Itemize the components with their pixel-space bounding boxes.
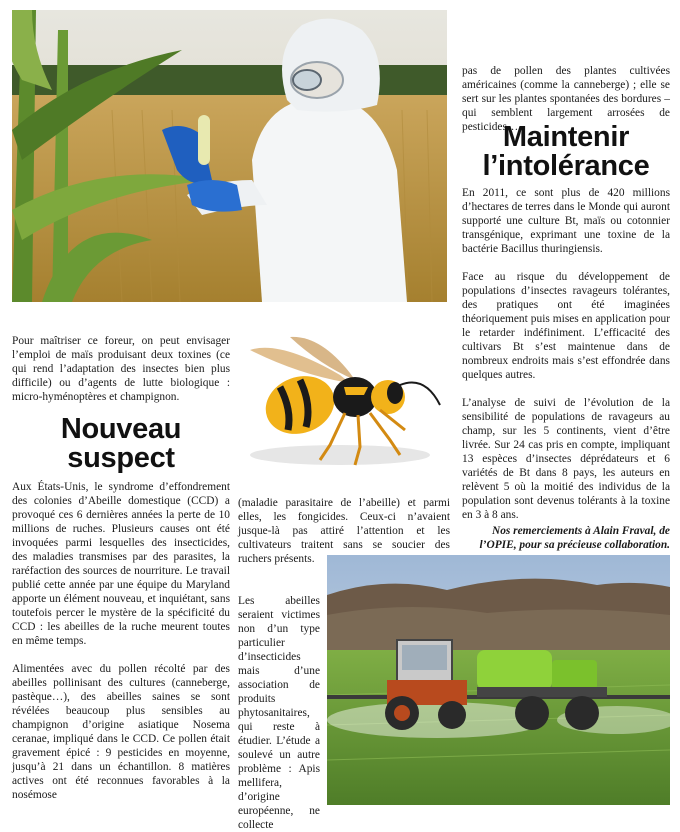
right-column-body	[462, 186, 670, 552]
heading-nouveau-suspect	[12, 415, 230, 473]
tractor-illustration	[327, 555, 670, 805]
left-intro-text: Pour maîtriser ce foreur, on peut envisager l’emploi de maïs produisant deux toxines (ce qui rend l’adaptation des insectes bien plus difficile) ou d’agents de lutte biologique : micro-hyménoptères et champignon.	[12, 335, 230, 403]
left-paragraph-2: Alimentées avec du pollen récolté par des abeilles pollinisant des cultures (canneberge, pastèque…), des abeilles saines se sont révélées beaucoup plus sensibles au champignon d’origine asiatique Nosema ceranae, impliqué dans le CCD. Ce pollen était gravement épicé : 9 pesticides en moyenne, jusqu’à 21 dans un échantillon. 8 matières actives ont été reconnues favorables à la nosémose	[12, 663, 230, 801]
acknowledgement: Nos remerciements à Alain Fraval, de l’OPIE, pour sa précieuse collaboration.	[479, 525, 670, 551]
wasp-illustration	[240, 335, 452, 475]
heading-line-1: Nouveau	[60, 413, 182, 445]
heading-line-2: l’intolérance	[482, 150, 650, 182]
narrow-paragraph-1: Les abeilles seraient victimes non d’un type particulier d’insecticides mais d’une association de produits phytosanitaires, qui reste à étudier. L’étude a soulevé un autre problème : Apis mellifera, d’origine européenne, ne collecte	[238, 595, 320, 831]
wasp-photo	[240, 335, 452, 475]
right-paragraph-3: L’analyse de suivi de l’évolution de la sensibilité de populations de ravageurs au champ, sur les 5 continents, vient d’être livrée. Sur 24 cas pris en compte, impliquant 13 espèces d’insectes déprédateurs et 6 variétés de Bt dans 8 pays, les auteurs en relèvent 5 où la moitié des individus de la population sont devenus tolérants à la toxine en 3 à 8 ans.	[462, 397, 670, 521]
left-column-intro	[12, 334, 230, 404]
heading-line-2: suspect	[67, 442, 175, 474]
heading-line-1: Maintenir	[502, 121, 630, 153]
left-column-body	[12, 480, 230, 802]
right-paragraph-1: En 2011, ce sont plus de 420 millions d’hectares de terres dans le Monde qui auront supporté une culture Bt, maïs ou cotonnier transgénique, exprimant une toxine de la bactérie Bacillus thuringiensis.	[462, 187, 670, 255]
right-paragraph-2: Face au risque du développement de populations d’insectes ravageurs tolérantes, des pratiques ont été imaginées théoriquement puis mises en application pour le retarder indéfiniment. L’efficacité des cultivars Bt s’est maintenue dans de nombreux endroits mais s’est effondrée dans quelques autres.	[462, 271, 670, 381]
middle-paragraph-1: (maladie parasitaire de l’abeille) et parmi elles, les fongicides. Ceux-ci n’avaient jusque-là pas attiré l’attention et les cultivateurs traitent sans se soucier des ruchers présents.	[238, 497, 450, 565]
right-intro-text: pas de pollen des plantes cultivées américaines (comme la canneberge) ; elle se sert sur les plantes spontanées des bordures – qui semblent largement arrosées de pesticides…	[462, 65, 670, 133]
left-paragraph-1: Aux États-Unis, le syndrome d’effondrement des colonies d’Abeille domestique (CCD) a provoqué ces 6 dernières années la perte de 10 millions de ruches. Plusieurs causes ont été invoquées parmi lesquelles des insecticides, des maladies transmises par des parasites, la raréfaction des sources de nourriture. Le travail publié cette année par une équipe du Maryland apporte un élément nouveau, et inquiétant, sans toutefois percer le mystère de la spécificité du CCD : les abeilles de la ruche meurent toutes en même temps.	[12, 481, 230, 647]
tractor-spraying-photo	[327, 555, 670, 805]
narrow-column-body	[238, 594, 320, 832]
scientist-corn-illustration	[12, 10, 447, 302]
heading-maintenir-intolerance	[462, 123, 670, 181]
scientist-corn-photo	[12, 10, 447, 302]
